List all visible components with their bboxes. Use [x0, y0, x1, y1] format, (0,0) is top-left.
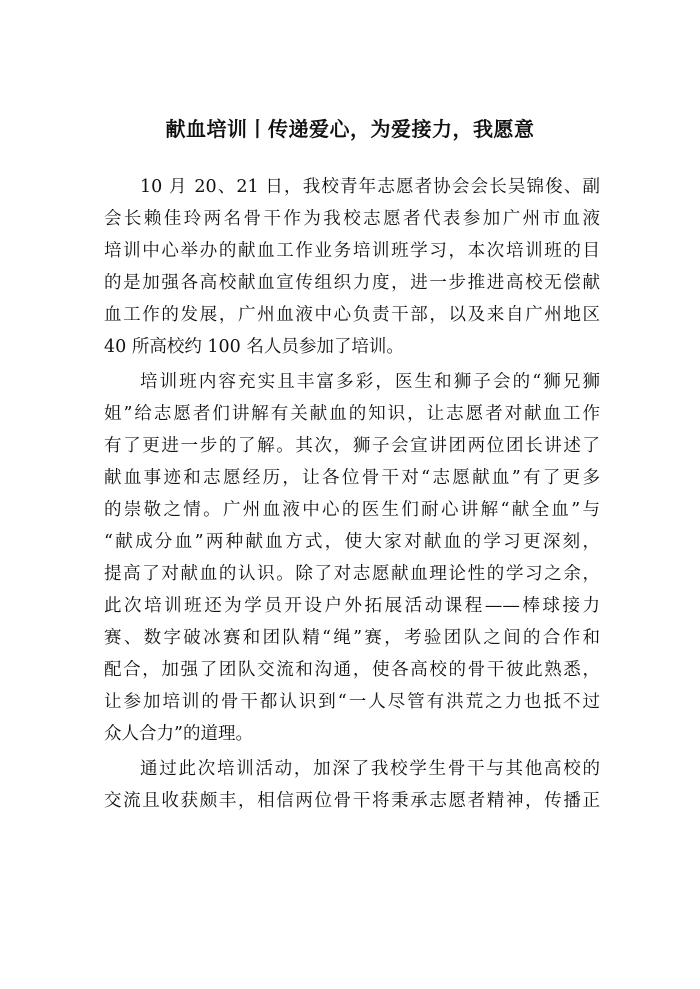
paragraph-2-line-5: 的崇敬之情。广州血液中心的医生们耐心讲解“献全血”与 — [104, 500, 600, 520]
paragraph-2-line-9: 赛、数字破冰赛和团队精“绳”赛，考验团队之间的合作和 — [104, 628, 600, 648]
paragraph-1-line-1: 10 月 20、21 日，我校青年志愿者协会会长吴锦俊、副 — [140, 177, 600, 197]
paragraph-2-line-8: 此次培训班还为学员开设户外拓展活动课程——棒球接力 — [104, 596, 600, 616]
paragraph-2-line-7: 提高了对献血的认识。除了对志愿献血理论性的学习之余， — [104, 564, 600, 584]
document-title: 献血培训丨传递爱心，为爱接力，我愿意 — [165, 117, 535, 141]
paragraph-3-line-2: 交流且收获颇丰，相信两位骨干将秉承志愿者精神，传播正 — [104, 791, 600, 811]
paragraph-2-line-10: 配合，加强了团队交流和沟通，使各高校的骨干彼此熟悉， — [104, 660, 600, 680]
paragraph-1-line-2: 会长赖佳玲两名骨干作为我校志愿者代表参加广州市血液 — [104, 209, 600, 229]
paragraph-1-line-5: 血工作的发展，广州血液中心负责干部，以及来自广州地区 — [104, 305, 600, 325]
paragraph-1-line-4: 的是加强各高校献血宣传组织力度，进一步推进高校无偿献 — [104, 273, 600, 293]
paragraph-1-line-3: 培训中心举办的献血工作业务培训班学习，本次培训班的目 — [104, 241, 600, 261]
paragraph-2-line-11: 让参加培训的骨干都认识到“一人尽管有洪荒之力也抵不过 — [104, 692, 600, 712]
paragraph-2-line-1: 培训班内容充实且丰富多彩，医生和狮子会的“狮兄狮 — [140, 372, 600, 392]
paragraph-2-line-2: 姐”给志愿者们讲解有关献血的知识，让志愿者对献血工作 — [104, 404, 600, 424]
paragraph-2-line-6: “献成分血”两种献血方式，使大家对献血的学习更深刻， — [104, 532, 600, 552]
paragraph-3-line-1: 通过此次培训活动，加深了我校学生骨干与其他高校的 — [140, 759, 600, 779]
paragraph-2-line-3: 有了更进一步的了解。其次，狮子会宣讲团两位团长讲述了 — [104, 436, 600, 456]
paragraph-2-line-4: 献血事迹和志愿经历，让各位骨干对“志愿献血”有了更多 — [104, 468, 600, 488]
paragraph-1-line-6: 40 所高校约 100 名人员参加了培训。 — [104, 337, 404, 357]
paragraph-2-line-12: 众人合力”的道理。 — [104, 724, 253, 744]
